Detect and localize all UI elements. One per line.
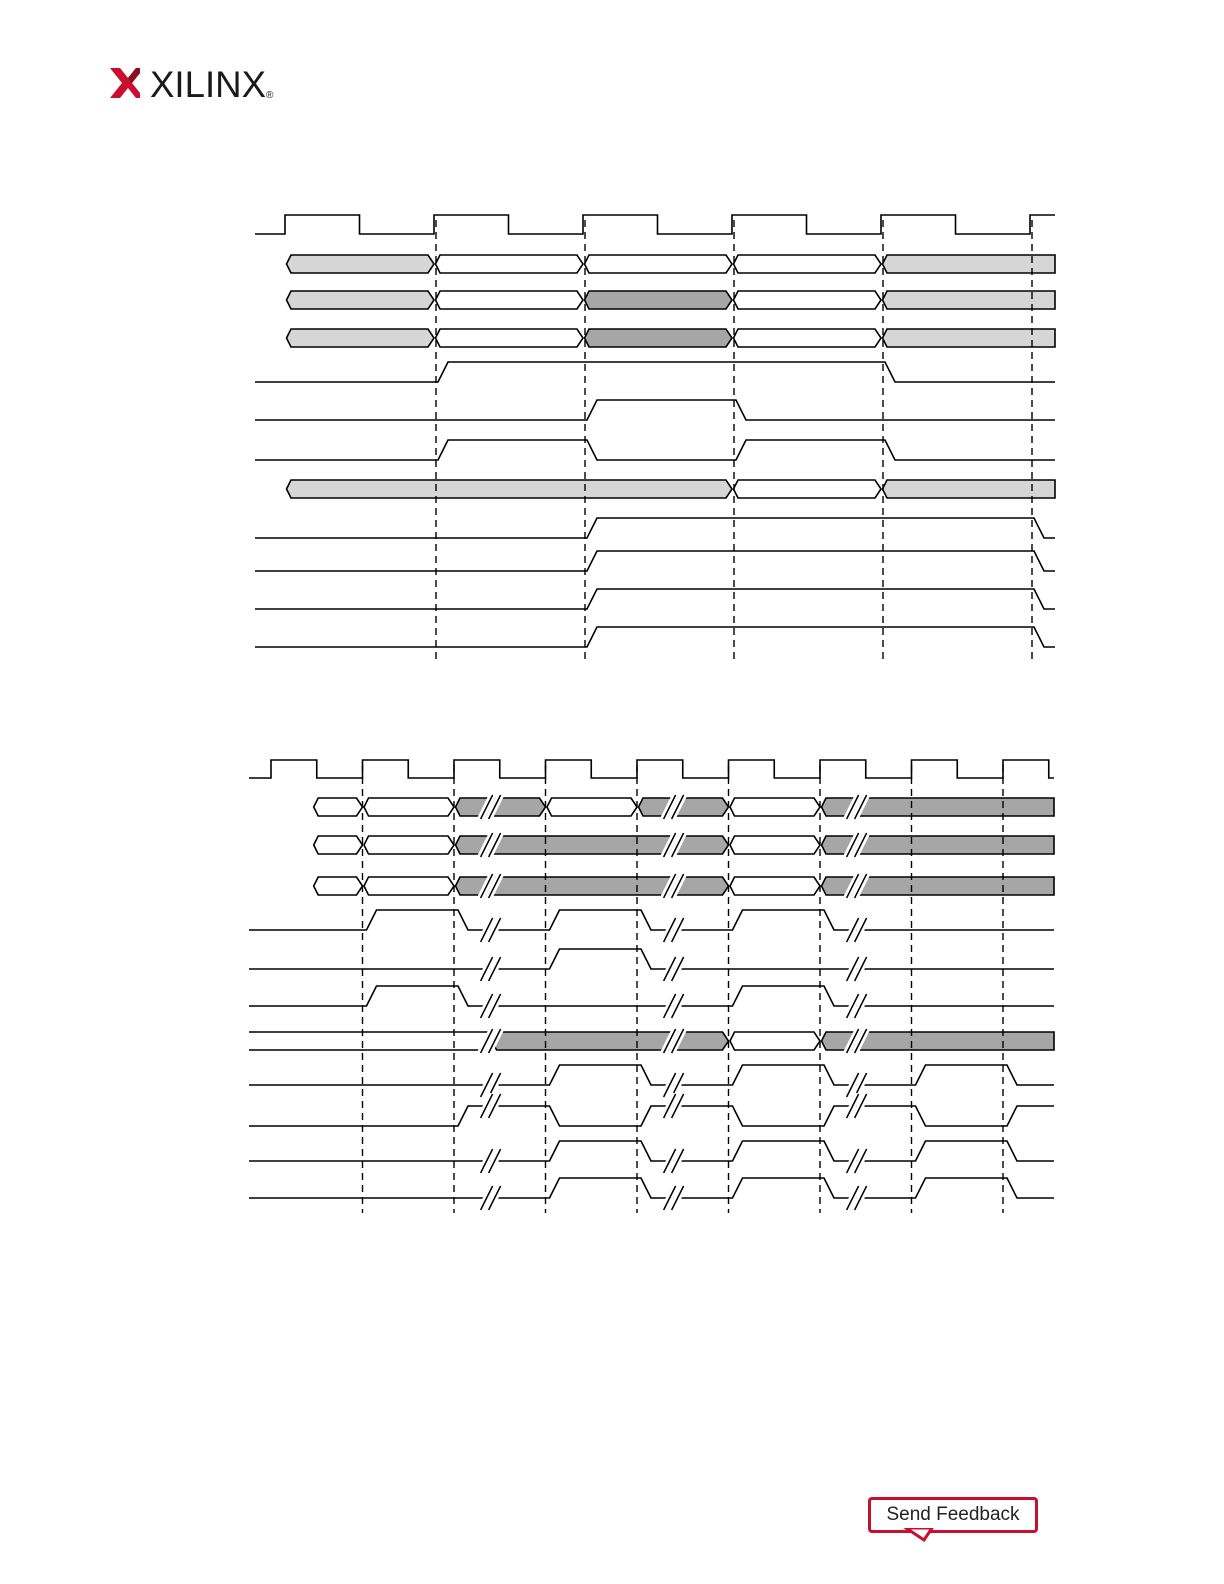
signal-row xyxy=(255,400,1055,420)
timing-diagram-bottom xyxy=(240,745,1070,1220)
signal-row xyxy=(249,1032,1054,1050)
signal-row xyxy=(249,986,1054,1006)
logo-text: XILINX xyxy=(150,64,266,104)
wire-waveform xyxy=(249,949,1054,969)
xilinx-logo xyxy=(108,64,288,104)
bus-segment-dark xyxy=(585,291,733,309)
wire-waveform xyxy=(255,440,1055,460)
bus-segment-light xyxy=(287,480,733,498)
bus-segment-white xyxy=(436,329,584,347)
signal-row xyxy=(255,362,1055,382)
bus-segment-white xyxy=(364,836,454,854)
bus-segment-dark xyxy=(585,329,733,347)
signal-row xyxy=(255,589,1055,609)
bus-segment-light xyxy=(883,255,1056,273)
signal-row xyxy=(255,440,1055,460)
wire-waveform xyxy=(255,362,1055,382)
bus-segment-white xyxy=(314,798,363,816)
bus-segment-light xyxy=(287,329,435,347)
timing-diagram-top xyxy=(240,200,1070,670)
wire-waveform xyxy=(249,1106,1054,1126)
signal-row xyxy=(287,480,1056,498)
signal-row xyxy=(249,1106,1054,1126)
bus-segment-white xyxy=(364,877,454,895)
registered-mark: ® xyxy=(266,90,274,101)
bus-segment-white xyxy=(436,291,584,309)
bus-segment-light xyxy=(287,291,435,309)
signal-row xyxy=(255,627,1055,647)
wire-waveform xyxy=(249,1178,1054,1198)
bus-segment-white xyxy=(314,836,363,854)
clock-waveform xyxy=(255,215,1055,234)
signal-row xyxy=(249,1178,1054,1198)
bus-segment-dark xyxy=(492,1032,728,1050)
wire-waveform xyxy=(255,551,1055,571)
signal-row xyxy=(287,255,1056,273)
bus-segment-white xyxy=(734,480,882,498)
signal-row xyxy=(287,329,1056,347)
wire-waveform xyxy=(255,400,1055,420)
bus-segment-white xyxy=(585,255,733,273)
bus-segment-light xyxy=(287,255,435,273)
signal-row xyxy=(249,949,1054,969)
bus-segment-white xyxy=(734,329,882,347)
wire-waveform xyxy=(249,910,1054,930)
bus-segment-white xyxy=(364,798,454,816)
send-feedback-button[interactable] xyxy=(868,1497,1038,1533)
xilinx-x-icon xyxy=(108,64,288,104)
signal-row xyxy=(255,518,1055,538)
signal-row xyxy=(249,1065,1054,1085)
bus-segment-white xyxy=(734,291,882,309)
bus-segment-white xyxy=(436,255,584,273)
bus-segment-white xyxy=(547,798,637,816)
bus-segment-white xyxy=(730,877,820,895)
send-feedback-label: Send Feedback xyxy=(886,1504,1020,1525)
bus-segment-white xyxy=(734,255,882,273)
bus-segment-light xyxy=(883,291,1056,309)
signal-row xyxy=(249,1141,1054,1161)
signal-row xyxy=(287,291,1056,309)
wire-waveform xyxy=(249,986,1054,1006)
signal-row xyxy=(249,910,1054,930)
bus-segment-white xyxy=(314,877,363,895)
bus-segment-light xyxy=(883,329,1056,347)
bus-segment-white xyxy=(730,798,820,816)
wire-waveform xyxy=(255,627,1055,647)
signal-row xyxy=(255,551,1055,571)
bus-segment-white xyxy=(730,1032,820,1050)
clock-waveform xyxy=(249,760,1054,778)
bus-segment-light xyxy=(883,480,1056,498)
bus-segment-white xyxy=(730,836,820,854)
wire-waveform xyxy=(249,1065,1054,1085)
wire-waveform xyxy=(255,518,1055,538)
feedback-bubble-tail-icon xyxy=(898,1528,938,1542)
wire-waveform xyxy=(249,1141,1054,1161)
wire-waveform xyxy=(255,589,1055,609)
